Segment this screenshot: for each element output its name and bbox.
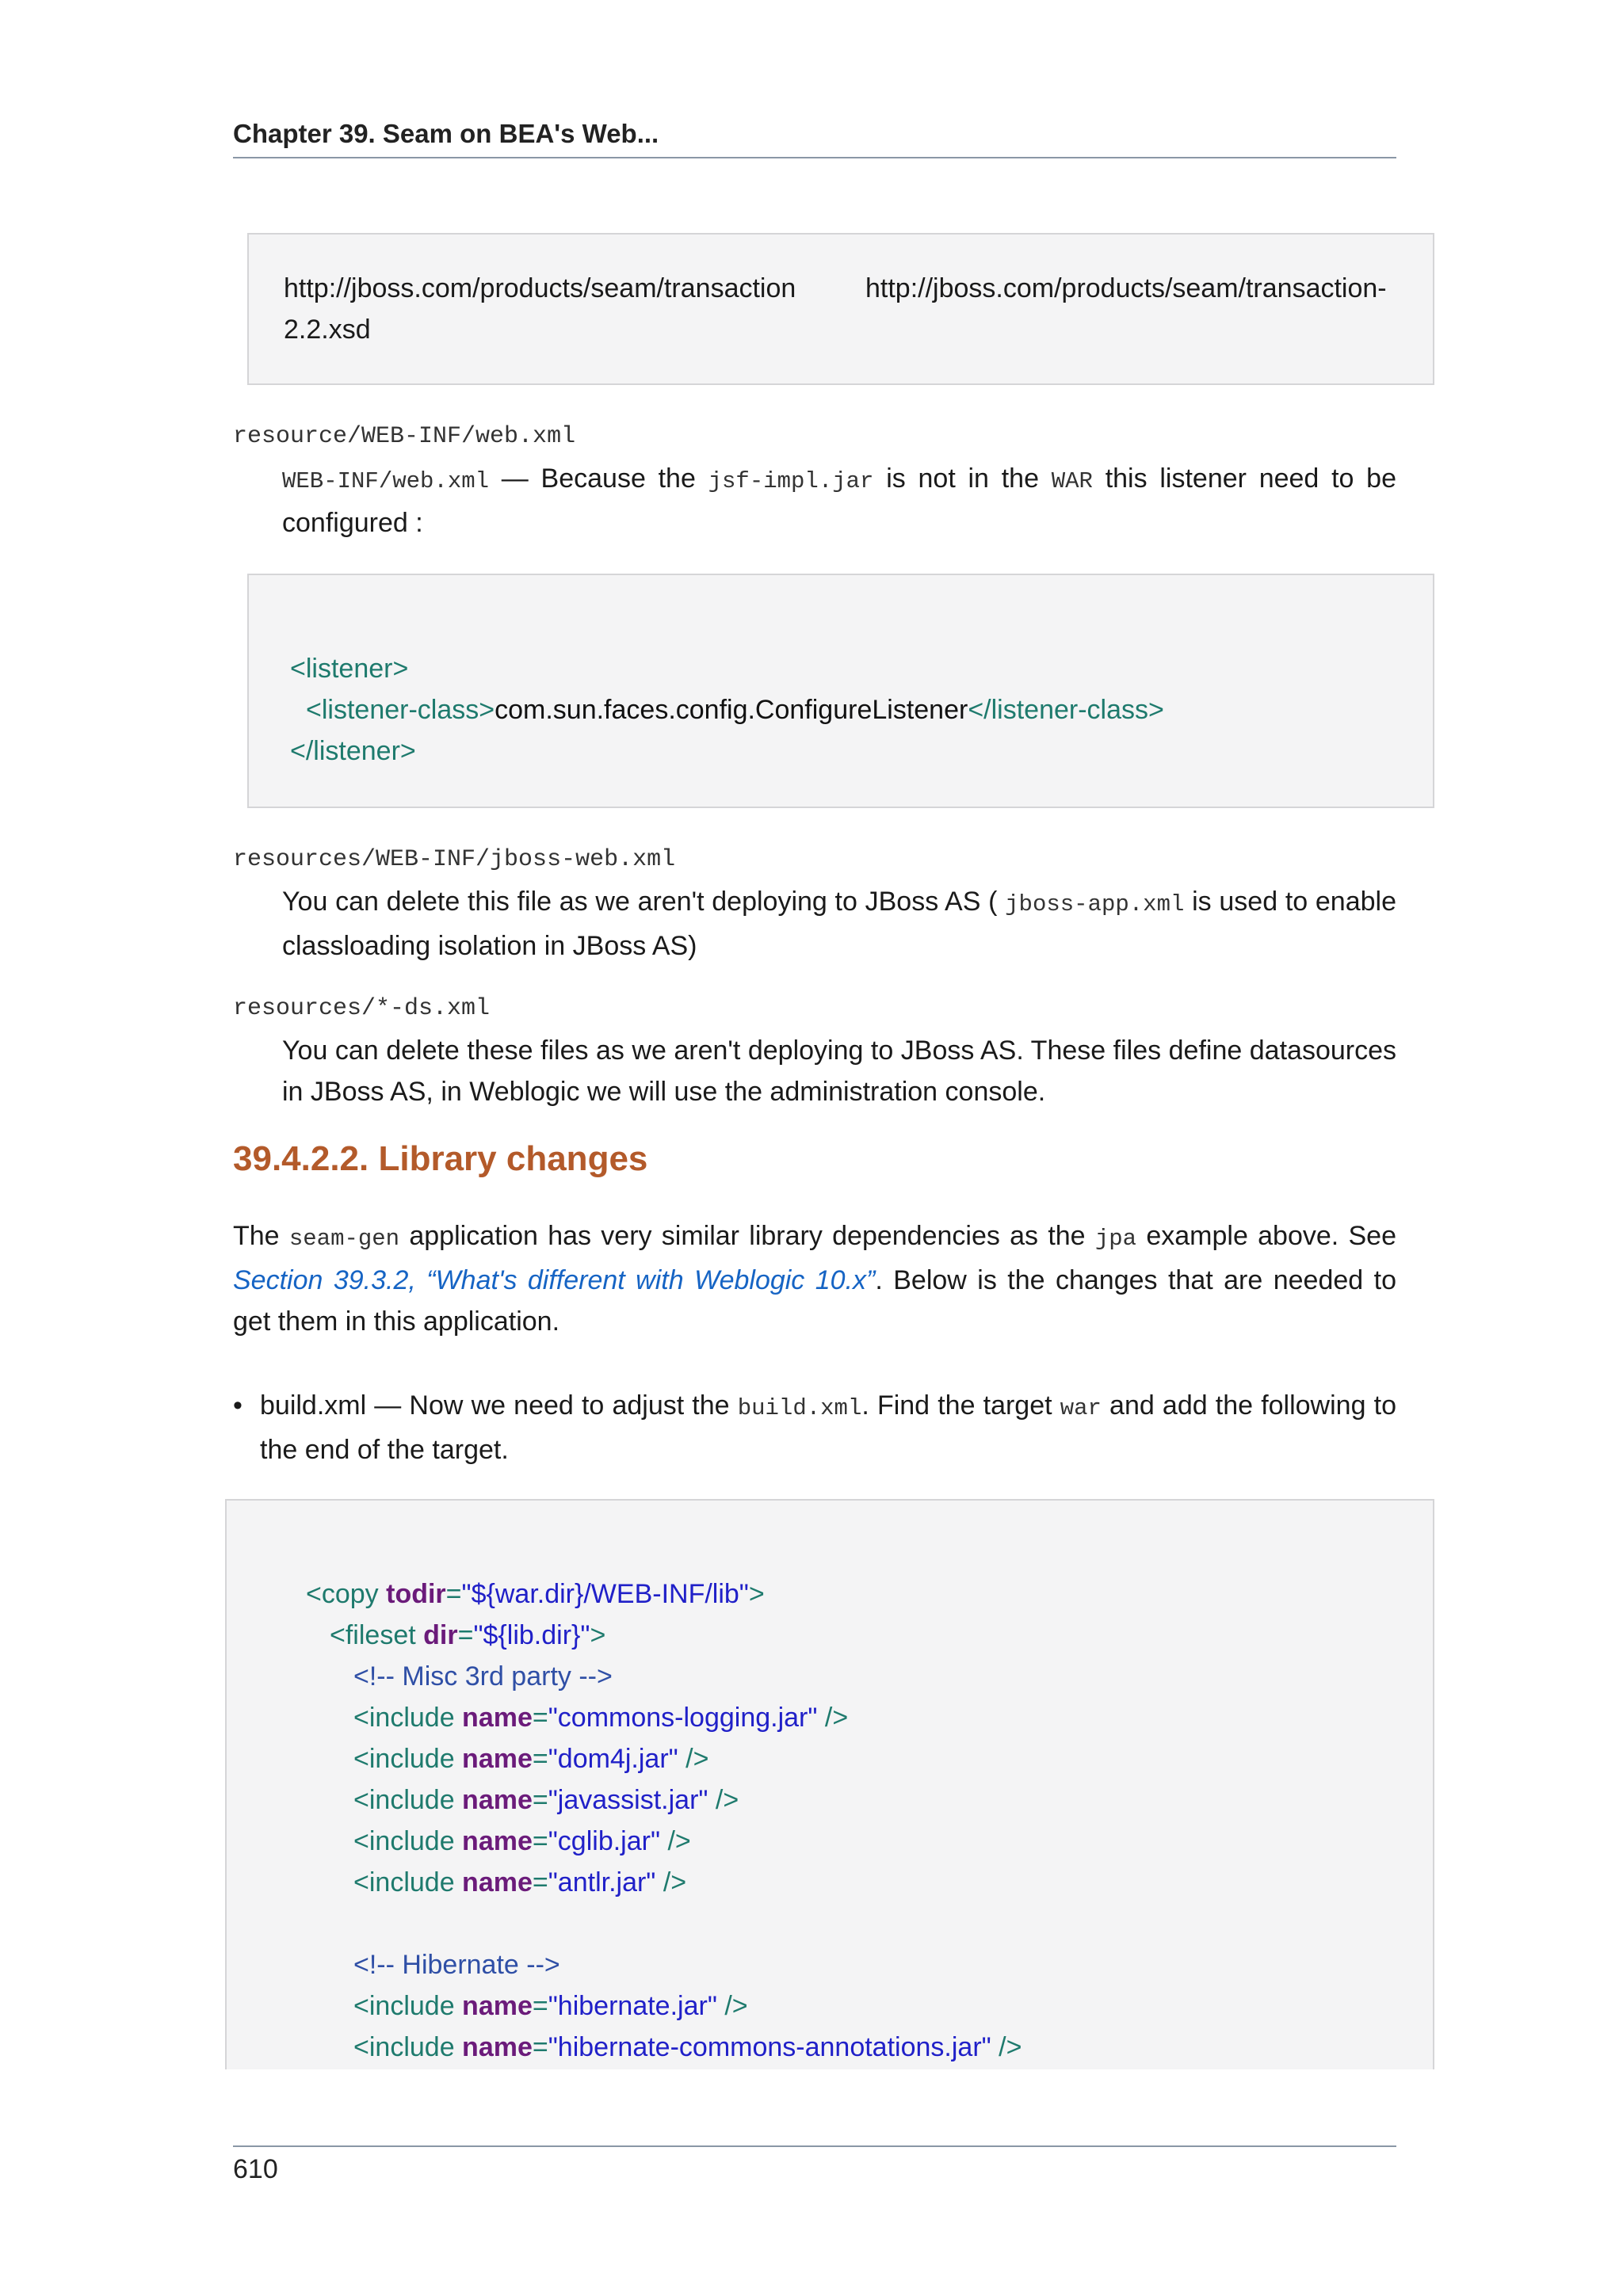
schema-location: http://jboss.com/products/seam/transaction- bbox=[865, 273, 1387, 303]
code-seam-gen: seam-gen bbox=[288, 1226, 400, 1252]
code-jsf-impl: jsf-impl.jar bbox=[708, 468, 874, 494]
section-xref-link[interactable]: Section 39.3.2, “What's different with Weblogic 10.x” bbox=[233, 1265, 876, 1295]
bullet-marker: • bbox=[233, 1390, 242, 1421]
code-line: <include name="antlr.jar" /> bbox=[353, 1867, 687, 1897]
term-web-xml: resource/WEB-INF/web.xml bbox=[233, 423, 576, 450]
code-comment: <!-- Hibernate --> bbox=[353, 1950, 560, 1980]
code-comment: <!-- Misc 3rd party --> bbox=[353, 1661, 613, 1691]
code-war: WAR bbox=[1051, 468, 1093, 494]
code-jpa: jpa bbox=[1094, 1226, 1137, 1252]
namespace-box bbox=[247, 233, 1434, 385]
code-line: </listener> bbox=[290, 736, 416, 766]
header-rule bbox=[233, 157, 1396, 158]
code-line: <fileset dir="${lib.dir}"> bbox=[330, 1620, 606, 1650]
code-jboss-app-xml: jboss-app.xml bbox=[1005, 891, 1185, 917]
footer-rule bbox=[233, 2145, 1396, 2147]
code-war-target: war bbox=[1060, 1395, 1102, 1421]
code-line: <copy todir="${war.dir}/WEB-INF/lib"> bbox=[306, 1579, 765, 1609]
code-build-xml: build.xml bbox=[737, 1395, 862, 1421]
code-line: <listener> bbox=[290, 654, 409, 684]
running-header: Chapter 39. Seam on BEA's Web... bbox=[233, 119, 659, 148]
listener-code-box bbox=[247, 574, 1434, 808]
code-line: <include name="cglib.jar" /> bbox=[353, 1826, 691, 1856]
section-heading: 39.4.2.2. Library changes bbox=[233, 1139, 648, 1178]
term-jboss-web-xml: resources/WEB-INF/jboss-web.xml bbox=[233, 846, 676, 873]
entry-ds-xml-desc: You can delete these files as we aren't deploying to JBoss AS. These files define datasources in JBoss AS, in Weblogic we will use the administration console. bbox=[282, 1035, 1396, 1107]
schema-location-cont: 2.2.xsd bbox=[284, 315, 371, 345]
code-line: <include name="hibernate.jar" /> bbox=[353, 1991, 748, 2021]
code-web-inf-web-xml: WEB-INF/web.xml bbox=[282, 468, 490, 494]
code-line: <include name="hibernate-commons-annotations.jar" /> bbox=[353, 2032, 1022, 2062]
code-line: <listener-class>com.sun.faces.config.ConfigureListener</listener-class> bbox=[306, 695, 1164, 725]
section-paragraph: The seam-gen application has very similar library dependencies as the jpa example above. See Section 39.3.2, “What's different with Weblogic 10.x”. Below is the changes that are needed to get them in this application. bbox=[233, 1221, 1396, 1337]
namespace-uri: http://jboss.com/products/seam/transaction bbox=[284, 273, 796, 303]
entry-jboss-web-desc: You can delete this file as we aren't deploying to JBoss AS ( jboss-app.xml is used to enable classloading isolation in JBoss AS) bbox=[282, 887, 1396, 961]
entry-web-xml-desc: WEB-INF/web.xml — Because the jsf-impl.jar is not in the WAR this listener need to be configured : bbox=[282, 463, 1396, 538]
page-number: 610 bbox=[233, 2154, 278, 2184]
bullet-item-build-xml: build.xml — Now we need to adjust the build.xml. Find the target war and add the following to the end of the target. bbox=[260, 1390, 1396, 1465]
term-ds-xml: resources/*-ds.xml bbox=[233, 995, 491, 1022]
code-line: <include name="commons-logging.jar" /> bbox=[353, 1703, 849, 1733]
code-line: <include name="javassist.jar" /> bbox=[353, 1785, 739, 1815]
copy-code-box bbox=[225, 1499, 1434, 2069]
code-line: <include name="dom4j.jar" /> bbox=[353, 1744, 709, 1774]
